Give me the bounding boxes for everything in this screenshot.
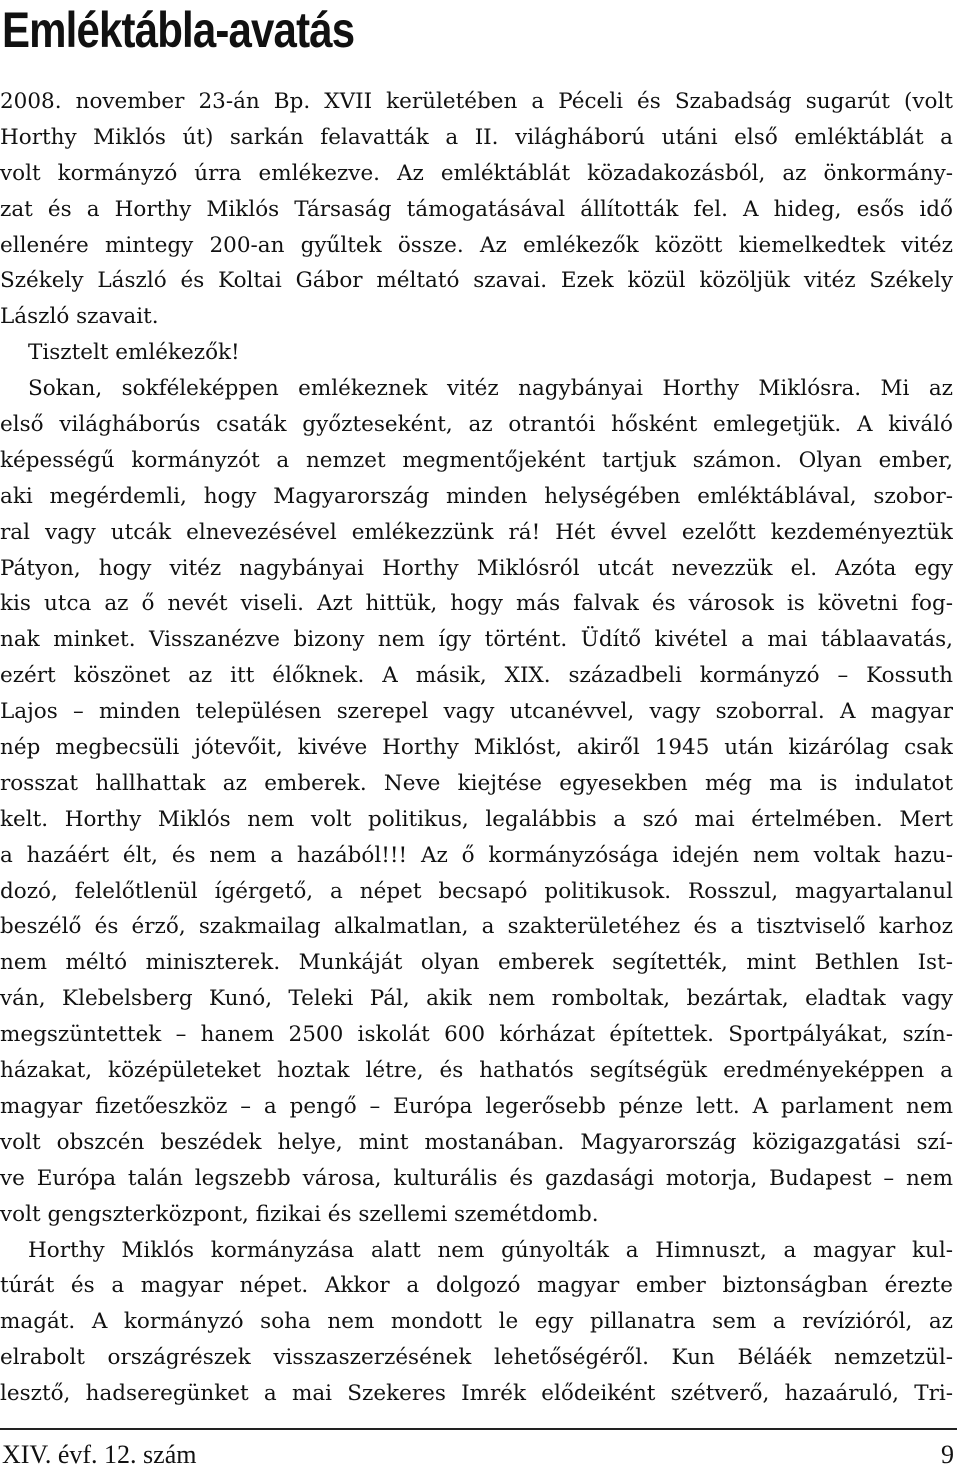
text-line: nak minket. Visszanézve bizony nem így történt. Üdítő kivétel a mai táblaavatás, — [0, 627, 953, 653]
text-line: lesztő, hadseregünket a mai Szekeres Imrék elődeiként szétverő, hazaáruló, Tri- — [0, 1381, 953, 1407]
footer-page-number: 9 — [941, 1440, 954, 1469]
text-line: megszüntettek – hanem 2500 iskolát 600 kórházat építettek. Sportpályákat, szín- — [0, 1022, 953, 1048]
text-line: kis utca az ő nevét viseli. Azt hittük, hogy más falvak és városok is követni fog- — [0, 591, 953, 617]
text-line: ve Európa talán legszebb városa, kulturális és gazdasági motorja, Budapest – nem — [0, 1165, 953, 1191]
text-line: képességű kormányzót a nemzet megmentőjeként tartjuk számon. Olyan ember, — [0, 447, 953, 473]
text-line: zat és a Horthy Miklós Társaság támogatásával állították fel. A hideg, esős idő — [0, 196, 953, 222]
footer-issue: XIV. évf. 12. szám — [2, 1440, 197, 1469]
text-line: ral vagy utcák elnevezésével emlékezzünk rá! Hét évvel ezelőtt kezdeményeztük — [0, 519, 953, 545]
text-line: volt obszcén beszédek helye, mint mostanában. Magyarország közigazgatási szí- — [0, 1129, 953, 1155]
text-line: Székely László és Koltai Gábor méltató szavai. Ezek közül közöljük vitéz Székely — [0, 268, 953, 294]
text-line: dozó, felelőtlenül ígérgető, a népet becsapó politikusok. Rosszul, magyartalanul — [0, 878, 953, 904]
text-line: a hazáért élt, és nem a hazából!!! Az ő kormányzósága idején nem voltak hazu- — [0, 842, 953, 868]
text-line: ellenére mintegy 200-an gyűltek össze. Az emlékezők között kiemelkedtek vitéz — [0, 232, 953, 258]
text-line: Sokan, sokféleképpen emlékeznek vitéz nagybányai Horthy Miklósra. Mi az — [28, 376, 953, 402]
text-line: László szavait. — [0, 304, 159, 330]
text-line: túrát és a magyar népet. Akkor a dolgozó magyar ember biztonságban érezte — [0, 1273, 953, 1299]
text-line: magyar fizetőeszköz – a pengő – Európa legerősebb pénze lett. A parlament nem — [0, 1093, 953, 1119]
text-line: nem méltó miniszterek. Munkáját olyan emberek segítették, mint Bethlen Ist- — [0, 950, 953, 976]
text-line: rosszat hallhattak az emberek. Neve kiejtése egyesekben még ma is indulatot — [0, 770, 953, 796]
text-line: kelt. Horthy Miklós nem volt politikus, legalábbis a szó mai értelmében. Mert — [0, 806, 953, 832]
text-line: első világháborús csaták győzteseként, az otrantói hősként emlegetjük. A kiváló — [0, 412, 953, 438]
text-line: nép megbecsüli jótevőit, kivéve Horthy Miklóst, akiről 1945 után kizárólag csak — [0, 735, 953, 761]
text-line: beszélő és érző, szakmailag alkalmatlan, a szakterületéhez és a tisztviselő karhoz — [0, 914, 953, 940]
text-line: házakat, középületeket hoztak létre, és hathatós segítségük eredményeképpen a — [0, 1058, 953, 1084]
text-line: Tisztelt emlékezők! — [28, 340, 240, 366]
text-line: ván, Klebelsberg Kunó, Teleki Pál, akik nem romboltak, bezártak, eladtak vagy — [0, 986, 953, 1012]
text-line: Horthy Miklós kormányzása alatt nem gúnyolták a Himnuszt, a magyar kul- — [28, 1237, 953, 1263]
text-line: 2008. november 23-án Bp. XVII kerületében a Péceli és Szabadság sugarút (volt — [0, 89, 953, 114]
text-line: Pátyon, hogy vitéz nagybányai Horthy Miklósról utcát nevezzük el. Azóta egy — [0, 555, 953, 581]
text-line: Horthy Miklós út) sarkán felavatták a II. világháború utáni első emléktáblát a — [0, 124, 953, 150]
text-line: elrabolt országrészek visszaszerzésének lehetőségéről. Kun Béláék nemzetzül- — [0, 1345, 953, 1371]
footer-divider — [0, 1428, 957, 1430]
text-line: Lajos – minden településen szerepel vagy utcanévvel, vagy szoborral. A magyar — [0, 699, 953, 725]
text-line: volt kormányzó úrra emlékezve. Az emléktáblát közadakozásból, az önkormány- — [0, 160, 953, 186]
text-line: ezért köszönet az itt élőknek. A másik, XIX. századbeli kormányzó – Kossuth — [0, 663, 953, 689]
text-line: volt gengszterközpont, fizikai és szellemi szemétdomb. — [0, 1201, 599, 1227]
page-title: Emléktábla-avatás — [2, 2, 355, 58]
text-line: magát. A kormányzó soha nem mondott le egy pillanatra sem a revízióról, az — [0, 1309, 953, 1335]
text-line: aki megérdemli, hogy Magyarország minden helységében emléktáblával, szobor- — [0, 483, 953, 509]
article-body — [0, 84, 953, 1412]
